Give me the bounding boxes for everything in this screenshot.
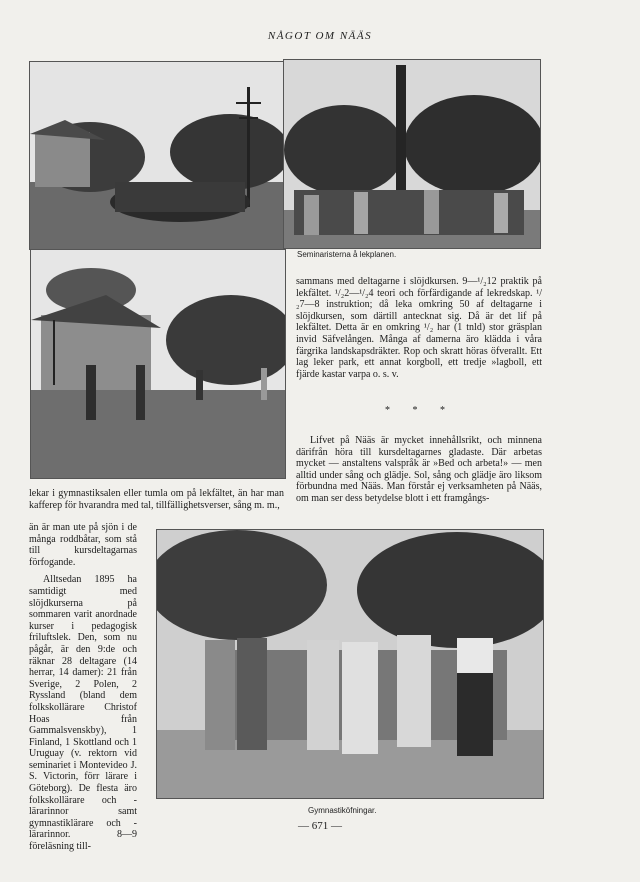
photo-maypole-image (30, 62, 283, 249)
body-text-right-top (296, 276, 542, 380)
photo-playfield (30, 249, 286, 479)
photo-maypole (29, 61, 284, 250)
photo-seminarists-image (284, 60, 540, 248)
body-text-left-narrow (29, 522, 137, 853)
paragraph-schedule: sammans med deltagarne i slöjdkursen. 9—¹/₂12 praktik på lekfältet. ¹/₂2—¹/₂4 teori och förfärdigande af lekredskap. ¹/₂7—8 instruktion; då leka omkring 50 af deltagarne i slöjdkursen, som därtill antecknat sig. Då är det lif på lekfältet. Detta är en omkring ¹/₂ har (1 tnld) stor gräsplan invid Säfvelången. Många af damerna äro klädda i våra färgrika landskapsdräkter. Rop och skratt höras öfverallt. Ett lag leker park, ett annat korgboll, ett tredje »lagboll, ett fjärde kastar varpa o. s. v. (296, 276, 542, 380)
paragraph-courses: Alltsedan 1895 ha samtidigt med slöjdkurserna på sommaren varit anordnade kurser i pedagogisk friluftslek. Den, som nu pågår, är den 9:de och räknar 28 deltagare (14 herrar, 14 damer): 21 från Sverige, 2 Polen, 2 Ryssland (bland dem folkskollärare Christof Hoas från Gammalsvenskby), 1 Finland, 1 Skottland och 1 Uruguay (v. rektorn vid seminariet i Montevideo J. S. Victorin, förr lärare i Göteborg). De flesta äro folkskollärare och -lärarinnor samt gymnastiklärare och -lärarinnor. 8—9 föreläsning till- (29, 574, 137, 853)
photo-playfield-image (31, 250, 285, 478)
paragraph-games: lekar i gymnastiksalen eller tumla om på lekfältet, än har man kafferep för hvarandra med tal, tillfällighetsverser, sång m. m., (29, 488, 284, 511)
running-title: NÅGOT OM NÄÄS (267, 30, 373, 42)
photo-gymnastics (156, 529, 544, 799)
body-text-right-second (296, 435, 542, 505)
photo-seminarists (283, 59, 541, 249)
paragraph-life-at-naas: Lifvet på Nääs är mycket innehållsrikt, och minnena därifrån höra till kursdeltagarnes gladaste. Där arbetas mycket — anstaltens valspråk är »Bed och arbeta!» — men alltid under sång och glädje. Sol, sång och glädje äro liksom förbundna med Nääs. Man förstår ej verksamheten på Nääs, om man ser dess betydelse blott i ett framgångs- (296, 435, 542, 504)
page-number: — 671 — (298, 820, 342, 832)
caption-seminarists: Seminaristerna å lekplanen. (297, 250, 397, 259)
photo-gymnastics-image (157, 530, 543, 798)
caption-gymnastics: Gymnastiköfningar. (308, 806, 377, 815)
body-text-left-full (29, 488, 284, 511)
section-separator: * * * (385, 405, 455, 416)
paragraph-rowboats: än är man ute på sjön i de många roddbåtar, som stå till kursdeltagarnas förfogande. (29, 522, 137, 568)
